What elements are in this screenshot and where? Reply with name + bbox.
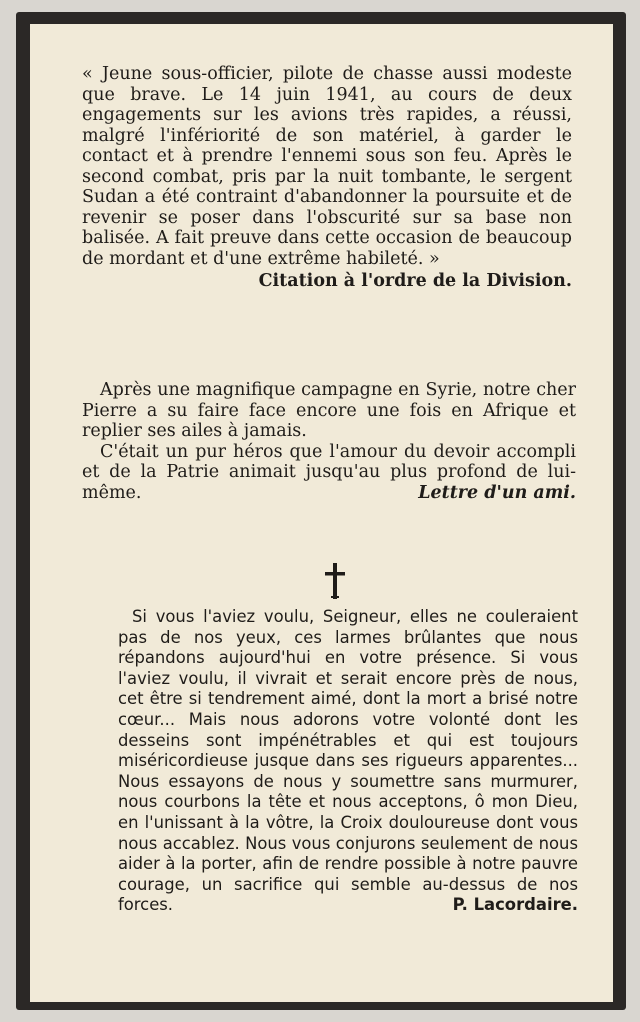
prayer-author: P. Lacordaire. [452,895,578,915]
citation-source: Citation à l'ordre de la Division. [258,271,572,291]
prayer-block [118,607,578,916]
tribute-paragraph-2: C'était un pur héros que l'amour du devoir accompli et de la Patrie animait jusqu'au plus profond de lui-même. [82,441,576,503]
tribute-paragraph-1: Après une magnifique campagne en Syrie, notre cher Pierre a su faire face encore une fois en Afrique et replier ses ailes à jamais. [82,380,576,441]
citation-block [82,64,572,292]
tribute-block [82,380,576,504]
card-paper [30,24,613,1002]
memorial-card [16,12,626,1010]
citation-text: « Jeune sous-officier, pilote de chasse aussi modeste que brave. Le 14 juin 1941, au cours de deux engagements sur les avions très rapides, a réussi, malgré l'infériorité de son matériel, à garder le contact et à prendre l'ennemi sous son feu. Après le second combat, pris par la nuit tombante, le sergent Sudan a été contraint d'abandonner la poursuite et de revenir se poser dans l'obscurité sur sa base non balisée. A fait preuve dans cette occasion de beaucoup de mordant et d'une extrême habileté. » [82,64,572,269]
tribute-source: Lettre d'un ami. [418,483,576,503]
prayer-text: Si vous l'aviez voulu, Seigneur, elles ne couleraient pas de nos yeux, ces larmes brûlantes que nous répandons aujourd'hui en votre présence. Si vous l'aviez voulu, il vivrait et serait encore près de nous, cet être si tendrement aimé, dont la mort a brisé notre cœur... Mais nous adorons votre volonté dont les desseins sont impénétrables et qui est toujours miséricordieuse jusque dans ses rigueurs apparentes... Nous essayons de nous y soumettre sans murmurer, nous courbons la tête et nous acceptons, ô mon Dieu, en l'unissant à la vôtre, la Croix douloureuse dont vous nous accablez. Nous vous conjurons seulement de nous aider à la porter, afin de rendre possible à notre pauvre courage, un sacrifice qui semble au-dessus de nos forces. [118,607,578,915]
latin-cross-icon [320,562,350,600]
